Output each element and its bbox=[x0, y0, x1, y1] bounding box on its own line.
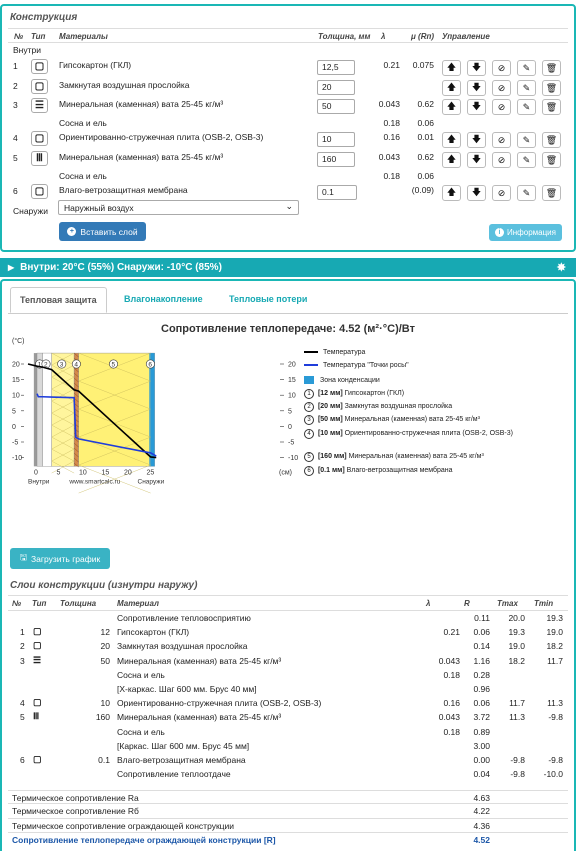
layer-lambda: 0.043 bbox=[378, 99, 400, 109]
check-circle-icon[interactable]: ⊘ bbox=[492, 99, 511, 115]
tab-thermal[interactable]: Тепловая защита bbox=[10, 287, 107, 313]
layer-lambda: 0.16 bbox=[383, 132, 400, 142]
lt-thickness: 20 bbox=[100, 641, 110, 651]
lt-r: 0.11 bbox=[474, 613, 490, 623]
layer-legend-item bbox=[304, 415, 480, 425]
layer-material: Влаго-ветрозащитная мембрана bbox=[59, 185, 188, 195]
layer-legend-number: 6 bbox=[304, 466, 314, 476]
lt-r: 3.00 bbox=[473, 741, 490, 751]
layer-legend-item bbox=[304, 466, 453, 476]
layer-legend-thickness: [20 мм] bbox=[317, 403, 343, 410]
check-circle-icon[interactable]: ⊘ bbox=[492, 152, 511, 168]
layer-num: 6 bbox=[13, 186, 18, 196]
check-circle-icon[interactable]: ⊘ bbox=[492, 132, 511, 148]
lt-tmax: 18.2 bbox=[508, 656, 525, 666]
layer-legend-name: Влаго-ветрозащитная мембрана bbox=[346, 467, 453, 474]
watermark: www.smartcalc.ru bbox=[69, 478, 121, 486]
layer-marker-label: 5 bbox=[111, 361, 116, 369]
y-tick-left: 0 bbox=[12, 423, 16, 431]
col-materials: Материалы bbox=[59, 32, 108, 41]
lt-r: 0.04 bbox=[473, 769, 490, 779]
square-icon[interactable]: ▢ bbox=[31, 79, 48, 94]
layer-legend-item bbox=[304, 402, 452, 412]
edit-icon[interactable]: ✎ bbox=[517, 152, 536, 168]
layer-material: Замкнутая воздушная прослойка bbox=[59, 80, 190, 90]
lt-tmax: 19.0 bbox=[508, 641, 525, 651]
arrow-down-icon[interactable]: 🡇 bbox=[467, 80, 486, 96]
arrow-up-icon[interactable]: 🡅 bbox=[442, 152, 461, 168]
layer-material: Минеральная (каменная) вата 25-45 кг/м³ bbox=[59, 99, 224, 109]
lt-col-r: R bbox=[464, 599, 470, 608]
legend-label: Зона конденсации bbox=[320, 376, 380, 384]
x-tick: 5 bbox=[56, 469, 61, 477]
arrow-down-icon[interactable]: 🡇 bbox=[467, 185, 486, 201]
info-icon: i bbox=[495, 228, 504, 237]
lt-num: 1 bbox=[20, 627, 25, 637]
lt-material: Сосна и ель bbox=[117, 727, 165, 737]
layer-legend-name: Минеральная (каменная) вата 25-45 кг/м³ bbox=[344, 416, 480, 423]
construction-title: Конструкция bbox=[10, 12, 78, 23]
lt-type-icon: ▢ bbox=[33, 697, 42, 707]
layer-marker-label: 1 bbox=[37, 361, 42, 369]
lt-thickness: 10 bbox=[100, 698, 110, 708]
thickness-input[interactable]: 0.1 bbox=[317, 185, 357, 200]
layer-legend-number: 4 bbox=[304, 429, 314, 439]
layer-3-wool bbox=[52, 353, 75, 466]
lt-lambda: 0.16 bbox=[443, 698, 460, 708]
x-tick: 10 bbox=[79, 469, 87, 477]
sub-mu: 0.06 bbox=[417, 171, 434, 181]
lt-r: 0.06 bbox=[473, 698, 490, 708]
chart-title: Сопротивление теплопередаче: 4.52 (м²·°С)/Вт bbox=[161, 323, 415, 335]
lt-material: [Х-каркас. Шаг 600 мм. Брус 40 мм] bbox=[117, 684, 257, 694]
edit-icon[interactable]: ✎ bbox=[517, 185, 536, 201]
sub-lambda: 0.18 bbox=[383, 171, 400, 181]
plus-circle-icon: + bbox=[67, 227, 76, 236]
layer-legend-number: 3 bbox=[304, 415, 314, 425]
arrow-up-icon[interactable]: 🡅 bbox=[442, 80, 461, 96]
insert-layer-button[interactable] bbox=[59, 222, 146, 241]
trash-icon[interactable]: 🗑 bbox=[542, 80, 561, 96]
y-axis-label: (°С) bbox=[12, 338, 25, 345]
lt-col-material: Материал bbox=[117, 599, 159, 608]
layer-legend-thickness: [160 мм] bbox=[317, 453, 347, 460]
tab-heat-loss[interactable]: Тепловые потери bbox=[229, 294, 308, 304]
edit-icon[interactable]: ✎ bbox=[517, 60, 536, 76]
lt-lambda: 0.043 bbox=[438, 712, 460, 722]
legend-item bbox=[304, 376, 380, 384]
layer-legend-name: Ориентированно-стружечная плита (OSB-2, OSB-3) bbox=[344, 430, 513, 437]
lt-tmin: 11.7 bbox=[547, 656, 563, 666]
lt-material: Минеральная (каменная) вата 25-45 кг/м³ bbox=[117, 712, 282, 722]
total-value: 4.63 bbox=[473, 793, 490, 803]
lt-material: Сосна и ель bbox=[117, 670, 165, 680]
save-icon: 🖫 bbox=[19, 551, 28, 562]
lt-r: 0.14 bbox=[473, 641, 490, 651]
lt-thickness: 50 bbox=[100, 656, 110, 666]
legend-box-icon bbox=[304, 376, 314, 384]
conditions-text: Внутри: 20°C (55%) Снаружи: -10°C (85%) bbox=[20, 262, 222, 273]
legend-label: Температура bbox=[323, 349, 366, 356]
lt-material: Сопротивление тепловосприятию bbox=[117, 613, 251, 623]
sub-lambda: 0.18 bbox=[383, 118, 400, 128]
layer-mu: 0.62 bbox=[417, 152, 434, 162]
arrow-down-icon[interactable]: 🡇 bbox=[467, 99, 486, 115]
lt-col-lambda: λ bbox=[426, 599, 431, 608]
y-tick-right: 5 bbox=[288, 408, 292, 416]
arrow-up-icon[interactable]: 🡅 bbox=[442, 60, 461, 76]
y-tick-right: 15 bbox=[288, 377, 296, 385]
lt-tmax: -9.8 bbox=[510, 769, 525, 779]
y-tick-left: 15 bbox=[12, 377, 20, 385]
lt-r: 0.89 bbox=[473, 727, 490, 737]
lt-lambda: 0.18 bbox=[443, 670, 460, 680]
lt-r: 1.16 bbox=[473, 656, 490, 666]
layer-material: Ориентированно-стружечная плита (OSB-2, OSB-3) bbox=[59, 132, 264, 142]
arrow-up-icon[interactable]: 🡅 bbox=[442, 185, 461, 201]
layer-material: Минеральная (каменная) вата 25-45 кг/м³ bbox=[59, 152, 224, 162]
bars-icon[interactable]: Ⅲ bbox=[31, 151, 48, 166]
layer-num: 4 bbox=[13, 133, 18, 143]
lt-tmin: 19.3 bbox=[546, 613, 563, 623]
check-circle-icon[interactable]: ⊘ bbox=[492, 80, 511, 96]
lt-type-icon: ☰ bbox=[33, 655, 42, 665]
trash-icon[interactable]: 🗑 bbox=[542, 185, 561, 201]
lt-material: [Каркас. Шаг 600 мм. Брус 45 мм] bbox=[117, 741, 250, 751]
total-value: 4.52 bbox=[473, 835, 490, 845]
y-tick-right: 20 bbox=[288, 361, 296, 369]
x-tick: 15 bbox=[101, 469, 110, 477]
lt-thickness: 160 bbox=[95, 712, 110, 722]
layer-mu: 0.075 bbox=[412, 60, 434, 70]
lt-num: 6 bbox=[20, 755, 25, 765]
lt-tmax: 20.0 bbox=[508, 613, 525, 623]
lt-col-thickness: Толщина bbox=[60, 599, 97, 608]
lt-thickness: 0.1 bbox=[98, 755, 110, 765]
layer-material: Гипсокартон (ГКЛ) bbox=[59, 60, 132, 70]
total-value: 4.36 bbox=[473, 821, 490, 831]
arrow-up-icon[interactable]: 🡅 bbox=[442, 99, 461, 115]
sub-material: Сосна и ель bbox=[59, 118, 107, 128]
layer-legend-item bbox=[304, 389, 404, 399]
layer-lambda: 0.21 bbox=[383, 60, 400, 70]
lt-tmin: -9.8 bbox=[548, 712, 563, 722]
conditions-bar[interactable] bbox=[0, 258, 576, 277]
edit-icon[interactable]: ✎ bbox=[517, 132, 536, 148]
lt-material: Гипсокартон (ГКЛ) bbox=[117, 627, 190, 637]
thickness-input[interactable]: 20 bbox=[317, 80, 355, 95]
download-chart-button[interactable] bbox=[10, 548, 110, 569]
lt-material: Замкнутая воздушная прослойка bbox=[117, 641, 248, 651]
arrow-down-icon[interactable]: 🡇 bbox=[467, 60, 486, 76]
triangle-right-icon: ▶ bbox=[8, 263, 15, 272]
layer-legend-item bbox=[304, 429, 514, 439]
info-button[interactable] bbox=[489, 224, 562, 241]
lt-type-icon: ▢ bbox=[33, 640, 42, 650]
info-button-label: Информация bbox=[507, 228, 556, 237]
lt-r: 0.00 bbox=[473, 755, 490, 765]
col-mu: μ (Rп) bbox=[411, 32, 435, 41]
lt-num: 4 bbox=[20, 698, 25, 708]
lt-num: 3 bbox=[20, 656, 25, 666]
y-tick-left: 5 bbox=[12, 408, 16, 416]
trash-icon[interactable]: 🗑 bbox=[542, 99, 561, 115]
lt-tmax: -9.8 bbox=[510, 755, 525, 765]
sub-material: Сосна и ель bbox=[59, 171, 107, 181]
x-caption-outside: Снаружи bbox=[137, 478, 165, 486]
lt-r: 0.06 bbox=[473, 627, 490, 637]
layer-legend-name: Гипсокартон (ГКЛ) bbox=[344, 390, 405, 397]
legend-line-icon bbox=[304, 351, 318, 353]
arrow-down-icon[interactable]: 🡇 bbox=[467, 152, 486, 168]
lt-r: 3.72 bbox=[473, 712, 490, 722]
lt-col-num: № bbox=[12, 599, 22, 608]
lt-tmax: 19.3 bbox=[508, 627, 525, 637]
total-value: 4.22 bbox=[473, 806, 490, 816]
layers-table-title: Слои конструкции (изнутри наружу) bbox=[10, 580, 198, 591]
lt-tmax: 11.7 bbox=[509, 698, 525, 708]
thickness-input[interactable]: 160 bbox=[317, 152, 355, 167]
arrow-up-icon[interactable]: 🡅 bbox=[442, 132, 461, 148]
y-tick-left: -5 bbox=[12, 439, 19, 447]
layer-legend-name: Минеральная (каменная) вата 25-45 кг/м³ bbox=[348, 453, 484, 460]
layer-legend-number: 5 bbox=[304, 452, 314, 462]
lt-type-icon: Ⅲ bbox=[33, 711, 40, 721]
lt-material: Влаго-ветрозащитная мембрана bbox=[117, 755, 246, 765]
col-control: Управление bbox=[442, 32, 490, 41]
layer-num: 3 bbox=[13, 100, 18, 110]
lt-r: 0.96 bbox=[473, 684, 490, 694]
lt-num: 5 bbox=[20, 712, 25, 722]
col-lambda: λ bbox=[381, 32, 386, 41]
lt-col-type: Тип bbox=[32, 599, 47, 608]
x-axis-label: (см) bbox=[279, 469, 292, 477]
lt-tmin: 18.2 bbox=[546, 641, 563, 651]
lt-material: Ориентированно-стружечная плита (OSB-2, OSB-3) bbox=[117, 698, 322, 708]
lt-col-tmin: Tmin bbox=[534, 599, 554, 608]
layer-mu: (0.09) bbox=[411, 185, 434, 195]
lt-thickness: 12 bbox=[100, 627, 110, 637]
lt-type-icon: ▢ bbox=[33, 754, 42, 764]
layer-marker-label: 6 bbox=[148, 361, 153, 369]
lt-lambda: 0.18 bbox=[443, 727, 460, 737]
y-tick-left: 10 bbox=[12, 392, 20, 400]
layer-legend-number: 1 bbox=[304, 389, 314, 399]
x-caption-inside: Внутри bbox=[28, 478, 50, 486]
total-label: Термическое сопротивление ограждающей конструкции bbox=[12, 821, 235, 831]
total-label: Сопротивление теплопередаче ограждающей конструкции [R] bbox=[12, 835, 276, 845]
lt-tmax: 11.3 bbox=[509, 712, 525, 722]
inside-label: Внутри bbox=[13, 45, 41, 55]
trash-icon[interactable]: 🗑 bbox=[542, 152, 561, 168]
lt-tmin: -10.0 bbox=[543, 769, 563, 779]
lt-tmin: 19.0 bbox=[546, 627, 563, 637]
thickness-input[interactable]: 12,5 bbox=[317, 60, 355, 75]
layer-marker-label: 3 bbox=[59, 361, 64, 369]
y-tick-right: 0 bbox=[288, 423, 292, 431]
layer-mu: 0.01 bbox=[417, 132, 434, 142]
thickness-input[interactable]: 50 bbox=[317, 99, 355, 114]
y-tick-left: 20 bbox=[12, 361, 20, 369]
legend-item bbox=[304, 349, 365, 356]
lt-material: Сопротивление теплоотдаче bbox=[117, 769, 231, 779]
lt-tmin: -9.8 bbox=[548, 755, 563, 765]
inside-zone bbox=[34, 353, 37, 466]
y-tick-right: -10 bbox=[288, 455, 299, 463]
x-tick: 25 bbox=[146, 469, 155, 477]
lt-tmin: 11.3 bbox=[547, 698, 563, 708]
layer-lambda: 0.043 bbox=[378, 152, 400, 162]
layer-legend-thickness: [10 мм] bbox=[317, 430, 343, 437]
lines-icon[interactable]: ☰ bbox=[31, 98, 48, 113]
y-tick-right: -5 bbox=[288, 439, 295, 447]
layer-marker-label: 2 bbox=[44, 361, 48, 369]
outside-select-value: Наружный воздух bbox=[64, 203, 134, 213]
trash-icon[interactable]: 🗑 bbox=[542, 60, 561, 76]
lt-lambda: 0.21 bbox=[443, 627, 460, 637]
gear-icon[interactable]: ✸ bbox=[556, 262, 566, 274]
layer-legend-thickness: [12 мм] bbox=[317, 390, 343, 397]
lt-col-tmax: Tmax bbox=[497, 599, 518, 608]
edit-icon[interactable]: ✎ bbox=[517, 80, 536, 96]
trash-icon[interactable]: 🗑 bbox=[542, 132, 561, 148]
insert-layer-label: Вставить слой bbox=[80, 226, 138, 237]
col-type: Тип bbox=[31, 32, 46, 41]
arrow-down-icon[interactable]: 🡇 bbox=[467, 132, 486, 148]
total-label: Термическое сопротивление Rб bbox=[12, 806, 139, 816]
x-tick: 20 bbox=[124, 469, 132, 477]
layer-num: 1 bbox=[13, 61, 18, 71]
legend-item bbox=[304, 362, 409, 369]
layer-legend-number: 2 bbox=[304, 402, 314, 412]
x-tick: 0 bbox=[34, 469, 38, 477]
layer-legend-item bbox=[304, 452, 484, 462]
square-icon[interactable]: ▢ bbox=[31, 184, 48, 199]
lt-lambda: 0.043 bbox=[438, 656, 460, 666]
square-icon[interactable]: ▢ bbox=[31, 59, 48, 74]
lt-r: 0.28 bbox=[473, 670, 490, 680]
y-tick-right: 10 bbox=[288, 392, 296, 400]
legend-line-icon bbox=[304, 364, 318, 366]
y-tick-left: -10 bbox=[12, 455, 23, 463]
layer-num: 5 bbox=[13, 153, 18, 163]
chevron-down-icon: ⌄ bbox=[285, 201, 293, 211]
check-circle-icon[interactable]: ⊘ bbox=[492, 185, 511, 201]
lt-num: 2 bbox=[20, 641, 25, 651]
layer-mu: 0.62 bbox=[417, 99, 434, 109]
outside-select[interactable] bbox=[58, 200, 299, 215]
layer-legend-name: Замкнутая воздушная прослойка bbox=[344, 403, 453, 410]
col-thickness: Толщина, мм bbox=[318, 32, 371, 41]
outside-label: Снаружи bbox=[13, 206, 48, 216]
layer-1-gkl bbox=[37, 353, 43, 466]
lt-material: Минеральная (каменная) вата 25-45 кг/м³ bbox=[117, 656, 282, 666]
edit-icon[interactable]: ✎ bbox=[517, 99, 536, 115]
total-label: Термическое сопротивление Ra bbox=[12, 793, 139, 803]
col-num: № bbox=[14, 32, 24, 41]
layer-legend-thickness: [0.1 мм] bbox=[317, 467, 345, 474]
legend-label: Температура "Точки росы" bbox=[323, 362, 409, 369]
tab-moisture[interactable]: Влагонакопление bbox=[124, 294, 203, 304]
lt-type-icon: ▢ bbox=[33, 626, 42, 636]
layer-num: 2 bbox=[13, 81, 18, 91]
square-icon[interactable]: ▢ bbox=[31, 131, 48, 146]
layer-5-wool bbox=[79, 353, 151, 466]
condensation-zone bbox=[149, 353, 155, 466]
check-circle-icon[interactable]: ⊘ bbox=[492, 60, 511, 76]
download-label: Загрузить график bbox=[31, 553, 101, 564]
layer-marker-label: 4 bbox=[74, 361, 78, 369]
sub-mu: 0.06 bbox=[417, 118, 434, 128]
layer-legend-thickness: [50 мм] bbox=[317, 416, 343, 423]
thickness-input[interactable]: 10 bbox=[317, 132, 355, 147]
